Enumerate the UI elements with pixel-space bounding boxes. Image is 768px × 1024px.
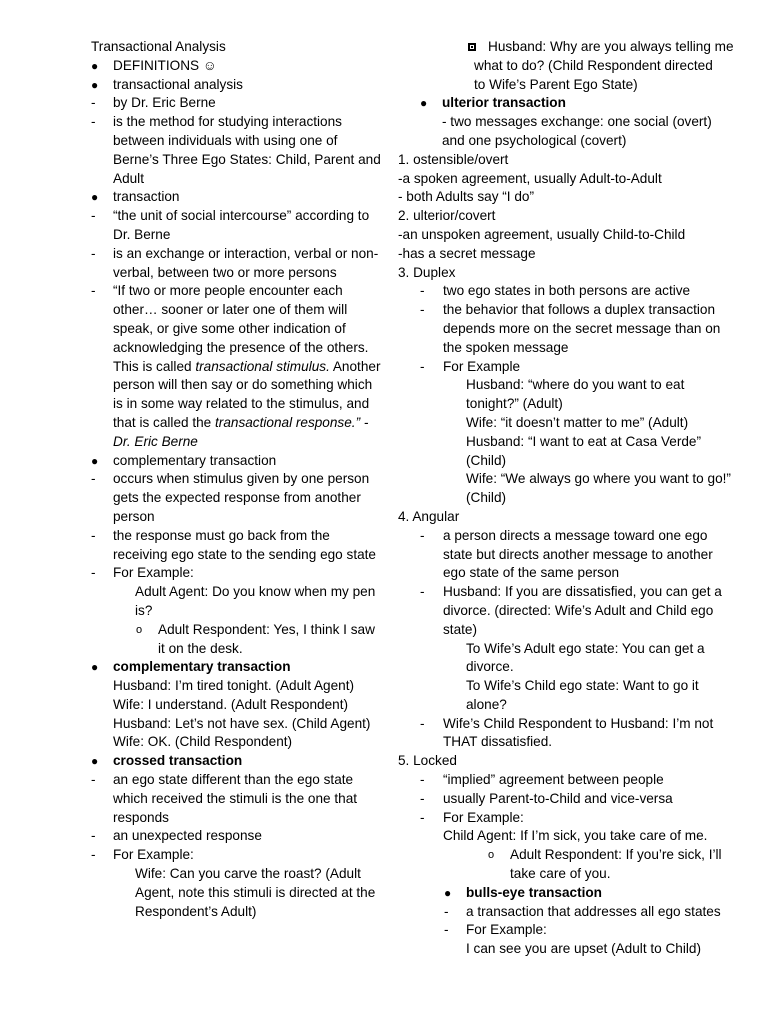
dash-text: For Example: — [443, 809, 524, 825]
dash-text: For Example: — [466, 922, 547, 938]
line-text: person — [113, 508, 155, 524]
dash-item: - by Dr. Eric Berne — [91, 95, 216, 111]
bullet-text: complementary transaction — [113, 659, 291, 675]
line-text: Respondent’s Adult) — [135, 903, 257, 919]
dash-item: - is an exchange or interaction, verbal or non- verbal, between two or more persons — [91, 245, 391, 283]
line-text: what to do? (Child Respondent directed — [474, 57, 713, 73]
description-block — [398, 113, 760, 151]
line-text: state but directs another message to another — [443, 546, 713, 562]
dash-text: an unexpected response — [113, 828, 262, 844]
dash-text: For Example: — [113, 847, 194, 863]
dash-item: - “implied” agreement between people — [420, 772, 664, 788]
line-text — [113, 358, 391, 377]
example-block — [91, 865, 391, 921]
line-text: between individuals with using one of — [113, 132, 338, 148]
bullet-text: ulterior transaction — [442, 95, 566, 111]
line-text: acknowledging the presence of the others. — [113, 339, 369, 355]
bullet-item — [91, 57, 391, 76]
dash-text: For Example — [443, 358, 521, 374]
line-text: divorce. — [466, 659, 514, 675]
dash-item: - For Example: — [91, 847, 194, 863]
line-text: ego state of the same person — [443, 565, 620, 581]
line-text: an ego state different than the ego state — [113, 772, 354, 788]
line-text: -an unspoken agreement, usually Child-to-Child — [398, 226, 686, 242]
example-text: I can see you are upset (Adult to Child) — [466, 941, 701, 957]
line-text — [113, 414, 391, 433]
line-text: Husband: Why are you always telling me — [488, 39, 734, 54]
line-text: receiving ego state to the sending ego state — [113, 546, 376, 562]
bullet-text: complementary transaction — [113, 452, 277, 468]
bullet-icon: ● — [444, 885, 452, 900]
line-text: is in some way related to the stimulus, and — [113, 396, 370, 412]
example-block — [398, 376, 760, 508]
text: that is called the — [113, 414, 216, 430]
example-block — [91, 583, 391, 621]
dash-text: “implied” agreement between people — [443, 772, 664, 788]
bullet-icon: ● — [91, 453, 99, 468]
line-text: Berne’s Three Ego States: Child, Parent and — [113, 151, 381, 167]
line-text: Agent, note this stimuli is directed at the — [135, 884, 376, 900]
line-text: gets the expected response from another — [113, 490, 361, 506]
square-bullet-icon — [468, 43, 476, 51]
dash-text: by Dr. Eric Berne — [113, 95, 216, 111]
line-text: Husband: If you are dissatisfied, you can get a — [443, 584, 722, 600]
circle-item — [398, 846, 760, 884]
dash-text: a transaction that addresses all ego states — [466, 903, 721, 919]
line-text: Husband: “where do you want to eat — [466, 377, 685, 393]
line-text: Husband: “I want to eat at Casa Verde” — [466, 433, 702, 449]
bullet-text: DEFINITIONS ☺ — [113, 57, 217, 73]
bullet-icon: ● — [420, 96, 428, 111]
line-text: which received the stimuli is the one that — [113, 790, 358, 806]
dash-item: - an unexpected response — [91, 828, 262, 844]
bullet-item — [398, 94, 760, 113]
dash-item: - Wife’s Child Respondent to Husband: I’m not THAT dissatisfied. — [398, 715, 760, 753]
line-text: occurs when stimulus given by one person — [113, 471, 370, 487]
dash-item: - the response must go back from the receiving ego state to the sending ego state — [91, 527, 391, 565]
bullet-icon: ● — [91, 190, 99, 205]
line-text: Adult Respondent: If you’re sick, I’ll — [510, 847, 722, 863]
italic-text: transactional response.” - — [215, 414, 369, 430]
numbered-heading: 3. Duplex — [398, 264, 456, 280]
dash-item: - a transaction that addresses all ego states — [444, 903, 721, 919]
line-text: depends more on the secret message than on — [443, 320, 721, 336]
dash-text: two ego states in both persons are active — [443, 283, 691, 299]
bullet-text: crossed transaction — [113, 753, 243, 769]
circle-icon: o — [488, 849, 495, 862]
line-text: (Child) — [466, 490, 507, 506]
line-text: To Wife’s Adult ego state: You can get a — [466, 640, 705, 656]
circle-icon: o — [136, 623, 143, 636]
line-text: responds — [113, 809, 169, 825]
line-text: Wife: Can you carve the roast? (Adult — [135, 866, 361, 882]
line-text: Husband: I’m tired tonight. (Adult Agent) — [113, 678, 355, 694]
dash-item: - the behavior that follows a duplex transaction depends more on the secret message than on the spoken message — [398, 301, 760, 357]
line-text: -a spoken agreement, usually Adult-to-Adult — [398, 170, 662, 186]
line-text: Adult Agent: Do you know when my pen — [135, 584, 376, 600]
dash-text: For Example: — [113, 565, 194, 581]
numbered-heading: 1. ostensible/overt — [398, 151, 509, 167]
square-bullet-item — [398, 38, 760, 94]
dash-item: - For Example: — [444, 922, 547, 938]
line-text: state) — [443, 621, 477, 637]
line-text: person will then say or do something which — [113, 377, 373, 393]
bullet-icon: ● — [91, 58, 99, 73]
line-text: To Wife’s Child ego state: Want to go it — [466, 678, 699, 694]
line-text: verbal, between two or more persons — [113, 264, 337, 280]
quote-item: - “If two or more people encounter each other… sooner or later one of them will speak, or give some other indication of acknowledging the presence of the others. This is called transactional stimulus. Another person will then say or do something which is in some way related to the stimulus, and that is called the transactional response.” - Dr. Eric Berne — [91, 282, 391, 451]
bullet-text: bulls-eye transaction — [466, 884, 602, 900]
dash-item: - Husband: If you are dissatisfied, you can get a divorce. (directed: Wife’s Adult and Child ego state) — [398, 583, 760, 639]
left-column — [91, 38, 391, 921]
example-block — [91, 677, 391, 752]
line-text: “If two or more people encounter each — [113, 283, 343, 299]
bullet-item — [91, 76, 391, 95]
dash-item: - usually Parent-to-Child and vice-versa — [420, 790, 673, 806]
line-text: is? — [135, 602, 153, 618]
text: Another — [329, 358, 381, 374]
line-text: speak, or give some other indication of — [113, 320, 346, 336]
dash-text: usually Parent-to-Child and vice-versa — [443, 790, 673, 806]
dash-item: - an ego state different than the ego state which received the stimuli is the one that responds — [91, 771, 391, 827]
dash-item: - a person directs a message toward one ego state but directs another message to another ego state of the same person — [398, 527, 760, 583]
text: This is called — [113, 358, 196, 374]
line-text: take care of you. — [510, 866, 611, 882]
line-text: - two messages exchange: one social (overt) — [442, 114, 712, 130]
line-text: Wife: “We always go where you want to go!” — [466, 471, 731, 487]
bullet-item — [91, 452, 391, 471]
example-text: Child Agent: If I’m sick, you take care of me. — [443, 828, 708, 844]
line-text: Wife: I understand. (Adult Respondent) — [113, 696, 348, 712]
line-text: Adult Respondent: Yes, I think I saw — [158, 621, 375, 637]
line-text: tonight?” (Adult) — [466, 396, 563, 412]
bullet-text: transaction — [113, 189, 180, 205]
line-text: the behavior that follows a duplex transaction — [443, 302, 716, 318]
bullet-text: transactional analysis — [113, 76, 243, 92]
dash-item: - For Example — [420, 358, 521, 374]
line-text: Husband: Let’s not have sex. (Child Agent) — [113, 715, 371, 731]
line-text: divorce. (directed: Wife’s Adult and Child ego — [443, 602, 714, 618]
dash-item: - For Example: — [91, 565, 194, 581]
line-text: to Wife’s Parent Ego State) — [474, 76, 638, 92]
dash-item: - For Example: — [420, 809, 524, 825]
numbered-heading: 5. Locked — [398, 753, 457, 769]
line-text: other… sooner or later one of them will — [113, 302, 348, 318]
bullet-item — [91, 658, 391, 677]
line-text: the response must go back from the — [113, 527, 330, 543]
line-text: Wife: OK. (Child Respondent) — [113, 734, 293, 750]
italic-text: transactional stimulus. — [195, 358, 330, 374]
line-text: -has a secret message — [398, 245, 536, 261]
line-text: alone? — [466, 696, 507, 712]
line-text: - both Adults say “I do” — [398, 189, 535, 205]
line-text: Wife: “it doesn’t matter to me” (Adult) — [466, 414, 689, 430]
bullet-icon: ● — [91, 754, 99, 769]
bullet-icon: ● — [91, 660, 99, 675]
line-text: Adult — [113, 170, 144, 186]
dash-item: - two ego states in both persons are active — [420, 283, 691, 299]
line-text: Wife’s Child Respondent to Husband: I’m not — [443, 715, 714, 731]
bullet-item — [91, 188, 391, 207]
dash-item: - “the unit of social intercourse” according to Dr. Berne — [91, 207, 391, 245]
line-text: Dr. Eric Berne — [113, 433, 198, 449]
line-text: THAT dissatisfied. — [443, 734, 553, 750]
line-text: and one psychological (covert) — [442, 132, 627, 148]
line-text: “the unit of social intercourse” according to — [113, 208, 370, 224]
numbered-heading: 4. Angular — [398, 508, 460, 524]
line-text: the spoken message — [443, 339, 569, 355]
document-title: Transactional Analysis — [91, 39, 226, 54]
line-text: Dr. Berne — [113, 226, 171, 242]
example-block — [398, 640, 760, 715]
line-text: is the method for studying interactions — [113, 114, 342, 130]
line-text: it on the desk. — [158, 640, 243, 656]
line-text: (Child) — [466, 452, 507, 468]
bullet-item — [91, 752, 391, 771]
line-text: is an exchange or interaction, verbal or non- — [113, 245, 379, 261]
numbered-heading: 2. ulterior/covert — [398, 208, 496, 224]
dash-item: - occurs when stimulus given by one person gets the expected response from another person — [91, 470, 391, 526]
circle-item — [91, 621, 391, 659]
dash-item: - is the method for studying interactions between individuals with using one of Berne’s Three Ego States: Child, Parent and Adult — [91, 113, 391, 188]
right-column — [398, 38, 760, 959]
bullet-icon: ● — [91, 77, 99, 92]
line-text: a person directs a message toward one ego — [443, 527, 708, 543]
bullet-item — [398, 884, 760, 903]
